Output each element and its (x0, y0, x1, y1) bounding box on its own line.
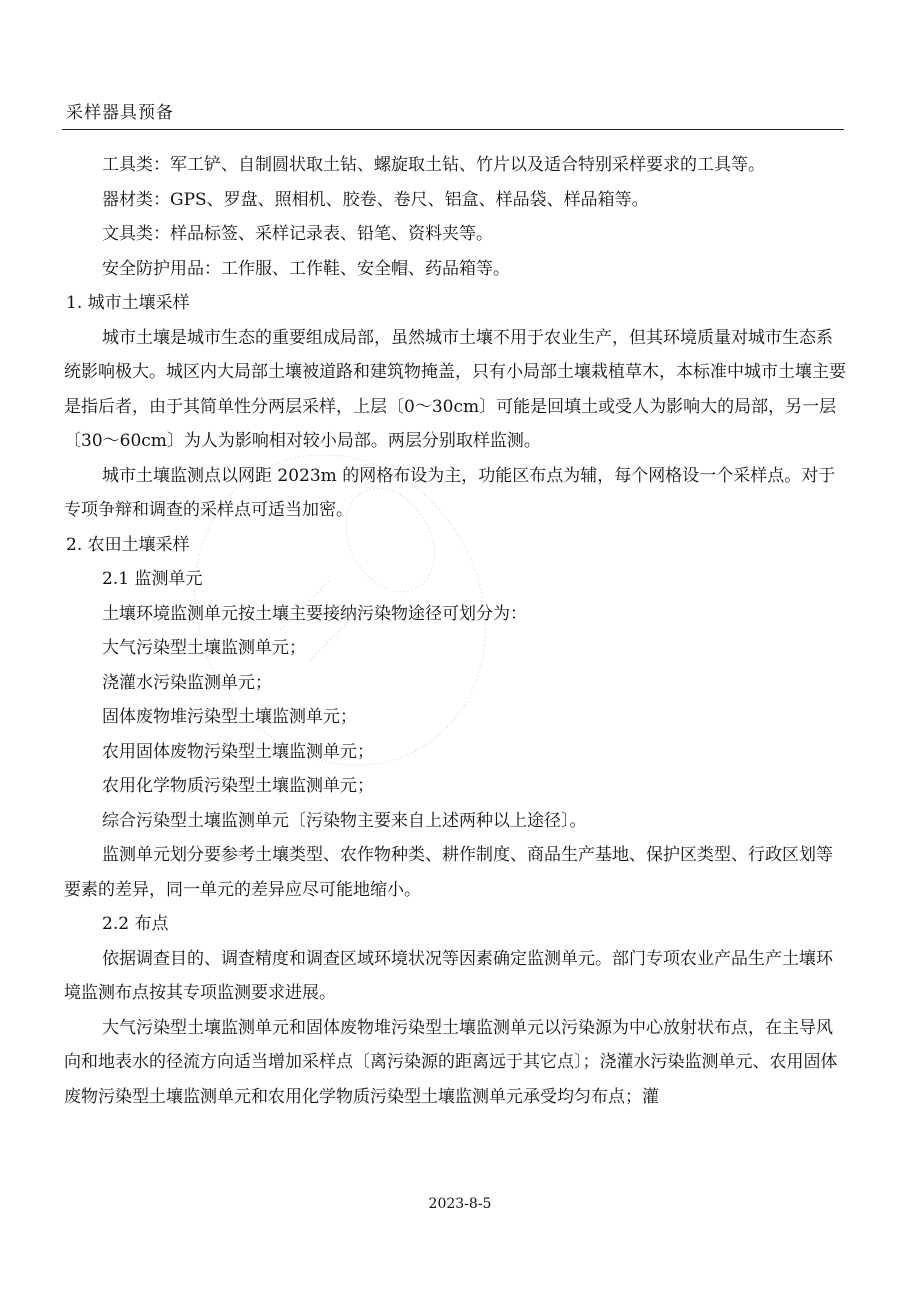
page-footer-date: 2023-8-5 (428, 1196, 492, 1212)
header-divider (62, 129, 844, 130)
page-header-title: 采样器具预备 (66, 103, 174, 123)
paragraph-stationery: 文具类：样品标签、采样记录表、铅笔、资料夹等。 (102, 224, 493, 244)
subsection-heading-monitoring-unit: 2.1 监测单元 (102, 569, 203, 589)
paragraph-unit-division: 土壤环境监测单元按土壤主要接纳污染物途径可划分为： (102, 603, 527, 624)
paragraph-layout-methods: 大气污染型土壤监测单元和固体废物堆污染型土壤监测单元以污染源为中心放射状布点，在主导风向和地表水的径流方向适当增加采样点〔离污染源的距离远于其它点〕；浇灌水污染监测单元、农用固体废物污染型土壤监测单元和农用化学物质污染型土壤监测单元承受均匀布点；灌 (64, 1017, 838, 1107)
list-item: 农用化学物质污染型土壤监测单元； (102, 776, 374, 796)
section-heading-farmland-soil: 2. 农田土壤采样 (66, 534, 190, 555)
list-item: 浇灌水污染监测单元； (102, 672, 272, 693)
section-heading-urban-soil: 1. 城市土壤采样 (66, 293, 190, 313)
document-body (64, 148, 846, 1114)
paragraph-layout-basis: 依据调查目的、调查精度和调查区域环境状况等因素确定监测单元。部门专项农业产品生产土壤环境监测布点按其专项监测要求进展。 (64, 948, 833, 1003)
list-item: 大气污染型土壤监测单元； (102, 638, 306, 658)
paragraph-tools: 工具类：军工铲、自制圆状取土钻、螺旋取土钻、竹片以及适合特别采样要求的工具等。 (102, 155, 765, 175)
list-item: 农用固体废物污染型土壤监测单元； (102, 741, 374, 762)
list-item: 固体废物堆污染型土壤监测单元； (102, 707, 357, 727)
paragraph-urban-soil-intro: 城市土壤是城市生态的重要组成局部，虽然城市土壤不用于农业生产，但其环境质量对城市生态系统影响极大。城区内大局部土壤被道路和建筑物掩盖，只有小局部土壤栽植草木，本标准中城市土壤主要是指后者，由于其简单性分两层采样，上层〔0～30cm〕可能是回填土或受人为影响大的局部，另一层〔30～60cm〕为人为影响相对较小局部。两层分别取样监测。 (64, 327, 846, 451)
list-item: 综合污染型土壤监测单元〔污染物主要来自上述两种以上途径〕。 (102, 810, 587, 831)
paragraph-unit-criteria: 监测单元划分要参考土壤类型、农作物种类、耕作制度、商品生产基地、保护区类型、行政区划等要素的差异，同一单元的差异应尽可能地缩小。 (64, 845, 833, 900)
subsection-heading-point-layout: 2.2 布点 (102, 914, 169, 934)
paragraph-safety: 安全防护用品：工作服、工作鞋、安全帽、药品箱等。 (102, 258, 510, 279)
paragraph-equipment: 器材类：GPS、罗盘、照相机、胶卷、卷尺、铝盒、样品袋、样品箱等。 (102, 189, 649, 210)
paragraph-urban-soil-grid: 城市土壤监测点以网距 2023m 的网格布设为主，功能区布点为辅，每个网格设一个采样点。对于专项争辩和调查的采样点可适当加密。 (64, 465, 836, 520)
